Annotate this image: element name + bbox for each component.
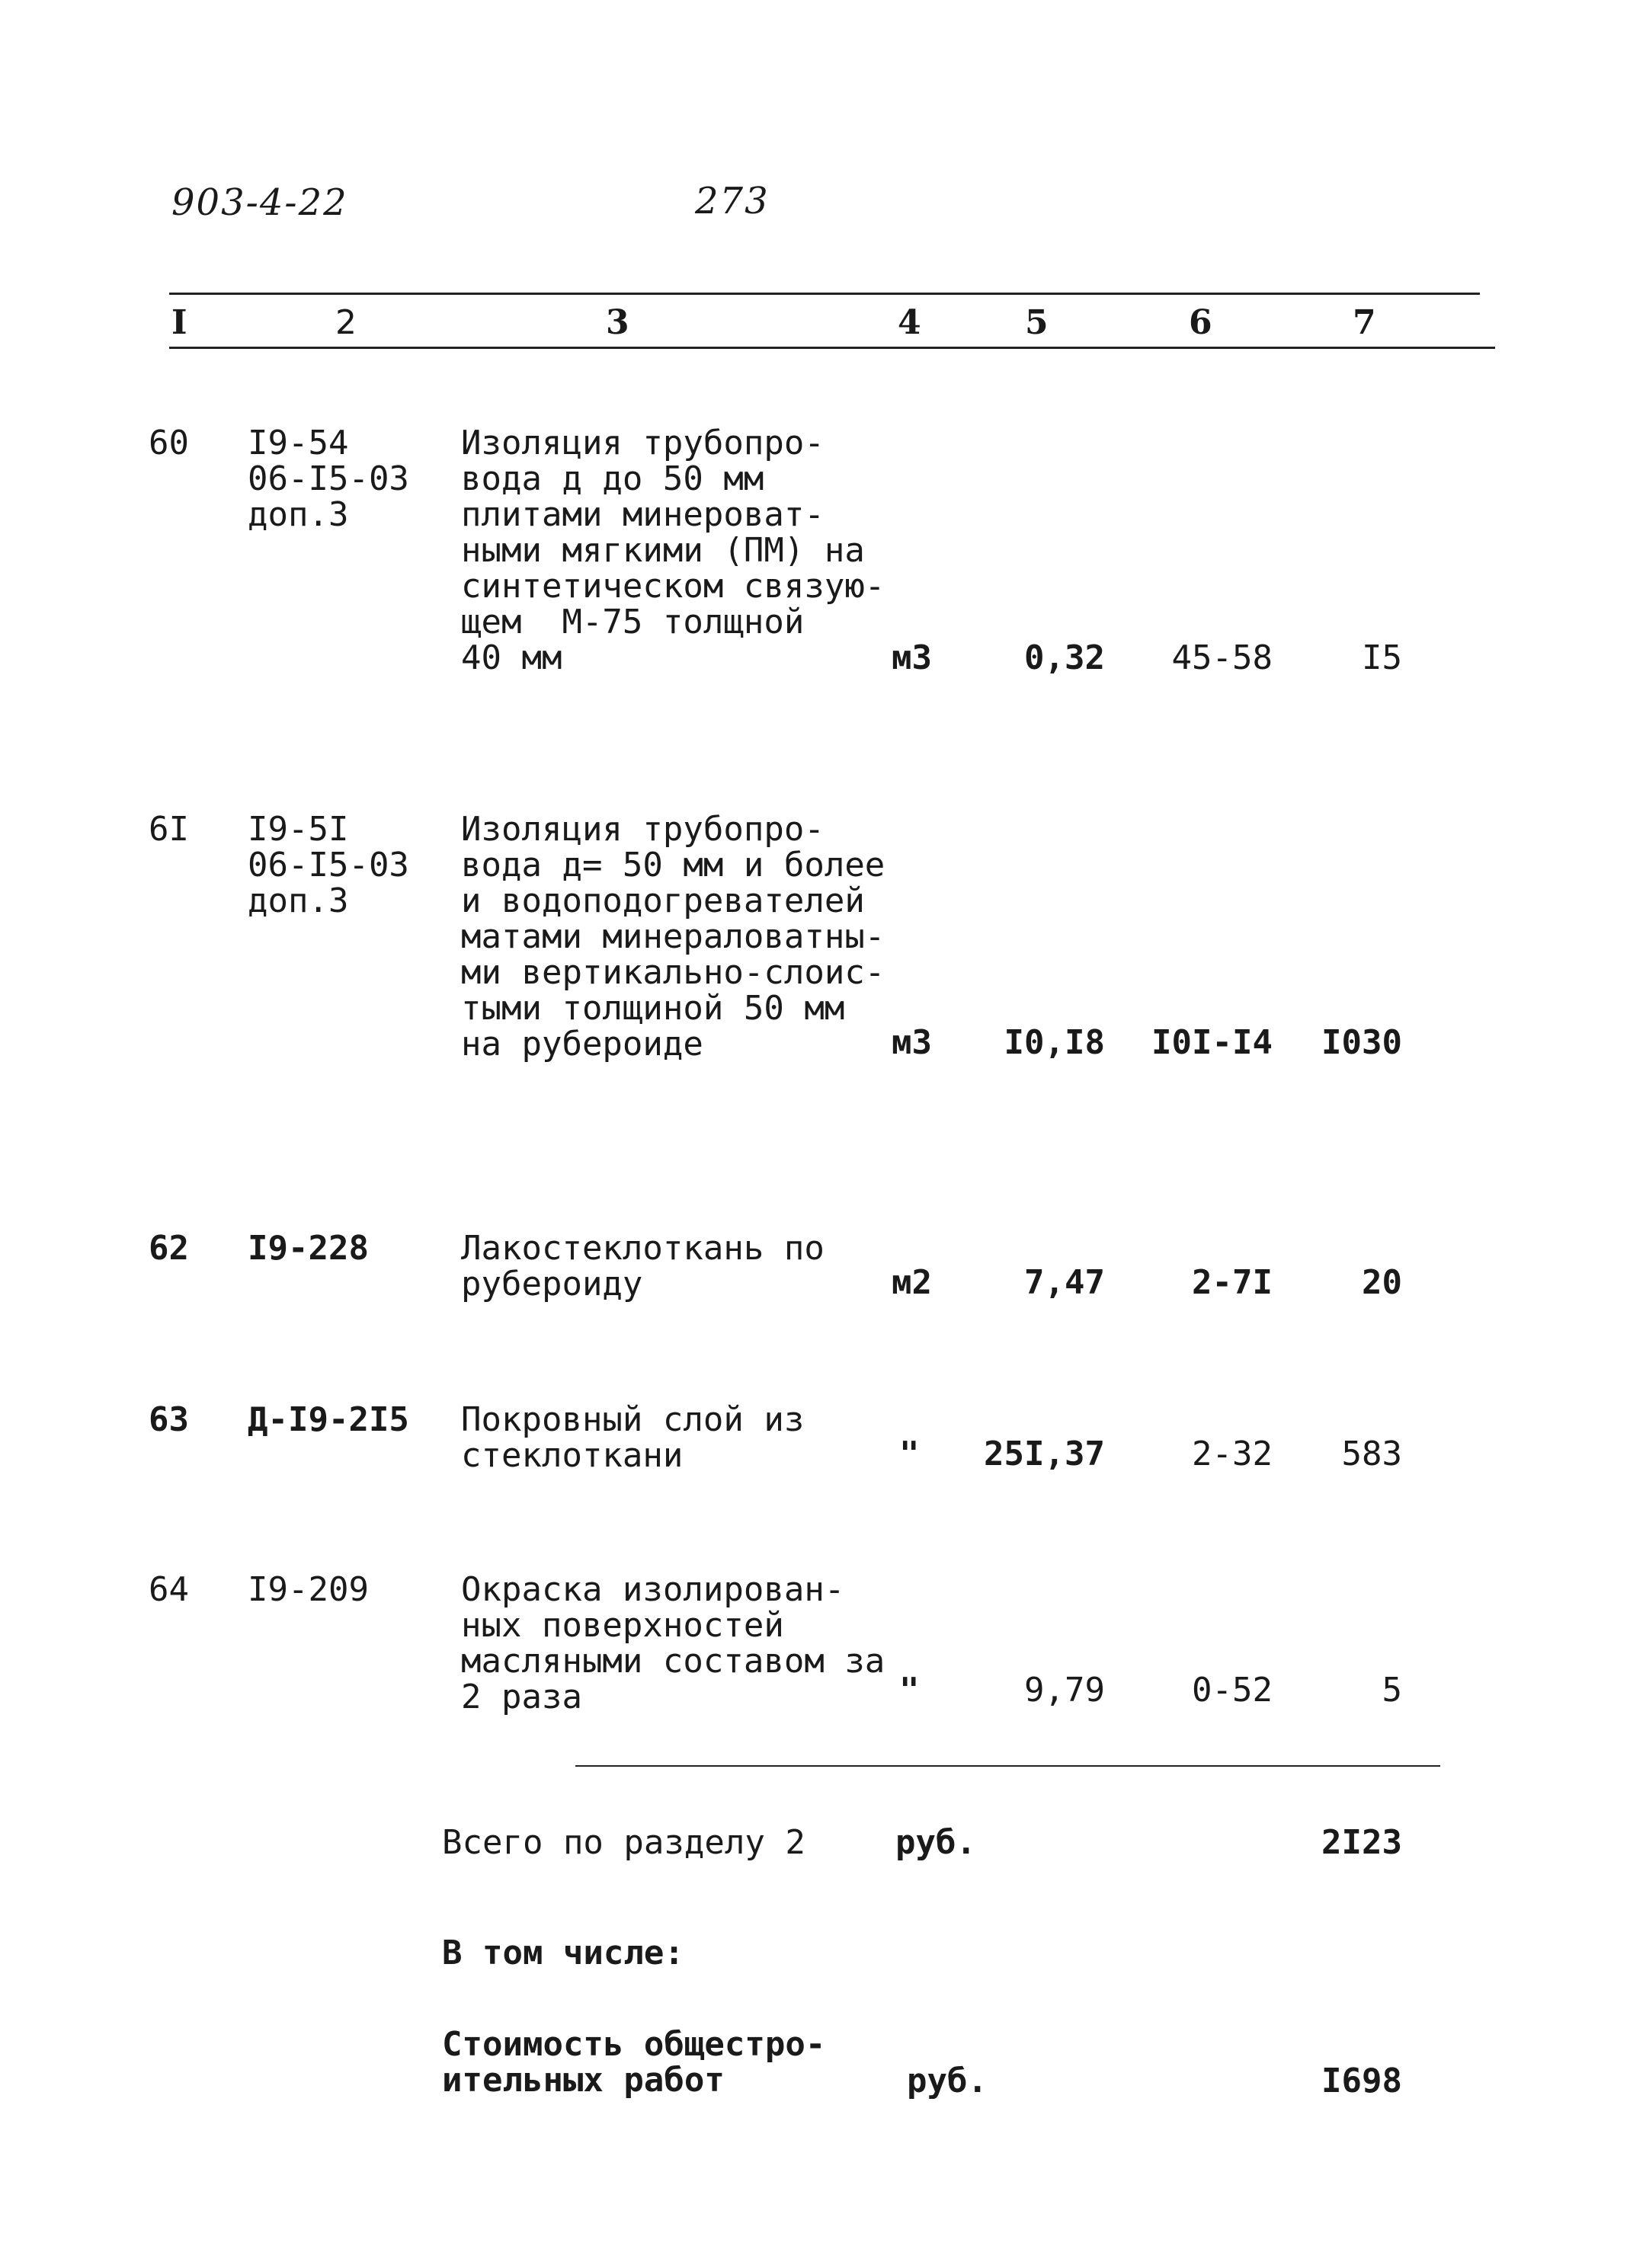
- table-header-bottom-rule: [169, 347, 1495, 349]
- general-works-value: I698: [1321, 2062, 1402, 2100]
- row-description: Лакостеклоткань по рубероиду: [461, 1229, 825, 1304]
- section-total-label: Всего по разделу 2: [442, 1823, 805, 1862]
- row-description: Покровный слой из стеклоткани: [461, 1400, 805, 1475]
- row-number: 63: [149, 1400, 189, 1439]
- column-header-3: 3: [606, 303, 629, 342]
- row-unit-price: 45-58: [1171, 638, 1273, 677]
- row-description: Изоляция трубопро- вода д до 50 мм плитами минероват- ными мягкими (ПМ) на синтетическом связую- щем М-75 толщной 40 мм: [461, 424, 885, 677]
- row-unit: м3: [892, 638, 932, 677]
- page-number: 273: [695, 180, 770, 222]
- row-quantity: 25I,37: [984, 1435, 1105, 1473]
- row-unit-price: 2-32: [1192, 1435, 1273, 1473]
- column-header-6: 6: [1189, 303, 1212, 342]
- row-total: I5: [1362, 638, 1402, 677]
- row-code: I9-228: [248, 1229, 369, 1268]
- table-header-top-rule: [169, 293, 1480, 295]
- column-header-7: 7: [1353, 303, 1376, 342]
- row-total: 5: [1382, 1671, 1402, 1710]
- column-header-2: 2: [335, 303, 357, 342]
- row-unit: м3: [892, 1023, 932, 1062]
- section-total-unit: руб.: [895, 1823, 976, 1862]
- row-number: 6I: [149, 810, 189, 849]
- row-total: I030: [1321, 1023, 1402, 1062]
- row-unit-price: 2-7I: [1192, 1263, 1273, 1302]
- row-code: I9-209: [248, 1570, 369, 1609]
- row-code: I9-54 06-I5-03 доп.3: [248, 424, 409, 534]
- row-number: 60: [149, 424, 189, 462]
- column-header-1: I: [171, 303, 187, 342]
- column-header-5: 5: [1025, 303, 1049, 342]
- row-unit: ": [899, 1671, 920, 1710]
- including-label: В том числе:: [442, 1934, 684, 1972]
- row-quantity: I0,I8: [1004, 1023, 1105, 1062]
- section-total-value: 2I23: [1321, 1823, 1402, 1862]
- row-number: 62: [149, 1229, 189, 1268]
- row-total: 20: [1362, 1263, 1402, 1302]
- row-number: 64: [149, 1570, 189, 1609]
- row-unit: м2: [892, 1263, 932, 1302]
- column-header-4: 4: [898, 303, 921, 342]
- general-works-unit: руб.: [907, 2062, 988, 2100]
- row-unit: ": [899, 1435, 920, 1473]
- row-code: I9-5I 06-I5-03 доп.3: [248, 810, 409, 920]
- row-quantity: 9,79: [1024, 1671, 1105, 1710]
- row-quantity: 0,32: [1024, 638, 1105, 677]
- row-code: Д-I9-2I5: [248, 1400, 409, 1439]
- row-description: Окраска изолирован- ных поверхностей масляными составом за 2 раза: [461, 1570, 885, 1716]
- row-quantity: 7,47: [1024, 1263, 1105, 1302]
- row-unit-price: I0I-I4: [1151, 1023, 1273, 1062]
- row-total: 583: [1341, 1435, 1402, 1473]
- section-total-rule: [575, 1765, 1440, 1767]
- general-works-label: Стоимость общестро- ительных работ: [442, 2025, 826, 2100]
- row-unit-price: 0-52: [1192, 1671, 1273, 1710]
- document-code: 903-4-22: [171, 181, 348, 224]
- row-description: Изоляция трубопро- вода д= 50 мм и более и водоподогревателей матами минераловатны- ми вертикально-слоис- тыми толщиной 50 мм на рубероиде: [461, 810, 885, 1064]
